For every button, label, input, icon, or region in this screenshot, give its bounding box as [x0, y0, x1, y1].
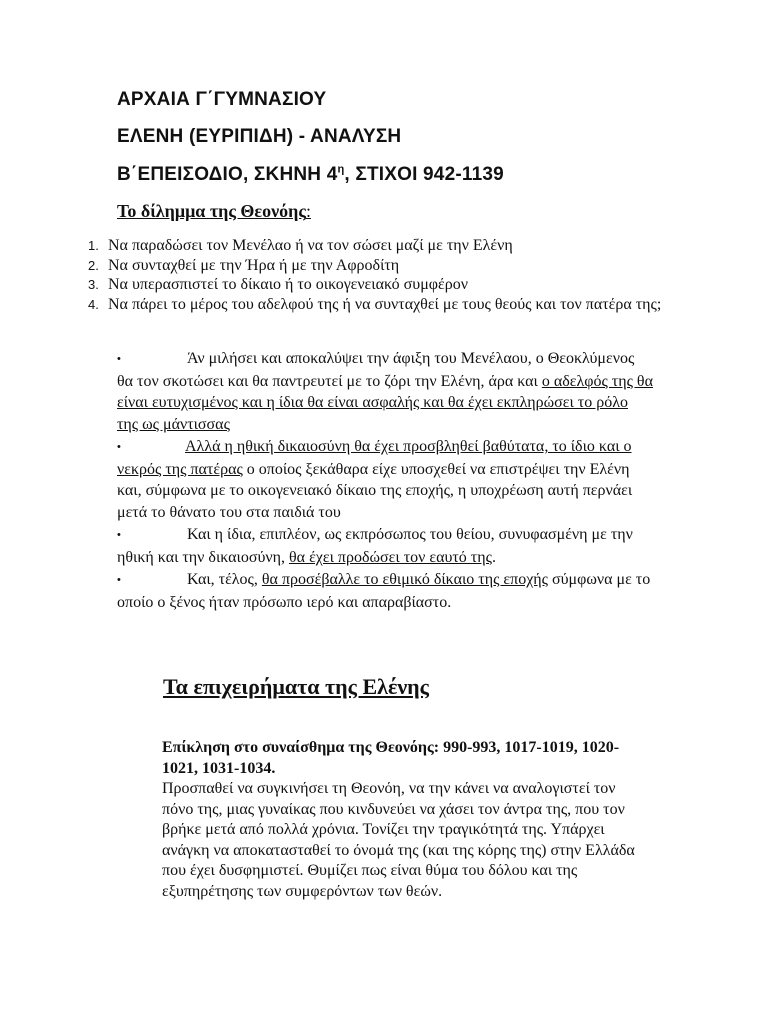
header-episode-main: Β΄ΕΠΕΙΣΟΔΙΟ, ΣΚΗΝΗ 4: [117, 164, 338, 185]
bullet-icon: •: [117, 353, 121, 365]
list-item-text: Να συνταχθεί με την Ήρα ή με την Αφροδίτη: [108, 256, 400, 274]
bullet-underlined-text: Αλλά η ηθική δικαιοσύνη θα έχει προσβληθεί βαθύτατα, το ίδιο και ο νεκρός της πατέρας: [117, 438, 632, 478]
list-item-number: 1.: [88, 238, 99, 253]
bullet-text: Άν μιλήσει και αποκαλύψει την άφιξη του Μενέλαου, ο Θεοκλύμενος θα τον σκοτώσει και θα παντρευτεί με το ζόρι την Ελένη, άρα και: [117, 350, 635, 390]
list-item-text: Να πάρει το μέρος του αδελφού της ή να συνταχθεί με τους θεούς και τον πατέρα της;: [108, 295, 662, 313]
list-item: [88, 275, 678, 295]
list-item-number: 2.: [88, 257, 99, 273]
list-item-number: 3.: [88, 277, 99, 292]
header-work-title: ΕΛΕΝΗ (ΕΥΡΙΠΙΔΗ) - ΑΝΑΛΥΣΗ: [117, 126, 402, 147]
dilemma-heading-text: Το δίλημμα της Θεονόης: [117, 201, 306, 221]
list-item-text: Να παραδώσει τον Μενέλαο ή να τον σώσει μαζί με την Ελένη: [108, 237, 513, 254]
bullet-item: [117, 569, 653, 613]
bullet-text-end: σύμφωνα με το οποίο ο ξένος ήταν πρόσωπο ιερό και απαραβίαστο.: [117, 571, 651, 611]
arguments-paragraph: [162, 738, 647, 902]
list-item: [88, 295, 678, 315]
bullet-text: Και η ίδια, επιπλέον, ως εκπρόσωπος του θείου, συνυφασμένη με την ηθική και την δικαιοσύνη,: [117, 526, 633, 566]
list-item: [88, 236, 678, 256]
header-episode: [117, 164, 504, 186]
bullet-icon: •: [117, 574, 121, 586]
header-episode-verses: , ΣΤΙΧΟΙ 942-1139: [344, 164, 504, 185]
list-item-text: Να υπερασπιστεί το δίκαιο ή το οικογενειακό συμφέρον: [108, 276, 468, 293]
dilemma-heading-colon: :: [305, 201, 311, 221]
bullet-underlined-text: θα προσέβαλλε το εθιμικό δίκαιο της εποχής: [261, 571, 548, 588]
bullet-item: [117, 436, 653, 523]
dilemma-heading: [117, 201, 311, 222]
bullet-icon: •: [117, 529, 121, 541]
bullet-underlined-text: θα έχει προδώσει τον εαυτό της: [289, 548, 492, 566]
consequences-list: [117, 348, 653, 614]
bullet-icon: •: [117, 441, 121, 453]
bullet-text: Και, τέλος,: [187, 571, 262, 588]
header-subject: ΑΡΧΑΙΑ Γ΄ΓΥΜΝΑΣΙΟΥ: [117, 89, 327, 110]
bullet-underlined-text: ο αδελφός της θα είναι ευτυχισμένος και η ίδια θα είναι ασφαλής και θα έχει εκπληρώσει το ρόλο της ως μάντισσας: [117, 372, 653, 433]
bullet-text: ο οποίος ξεκάθαρα είχε υποσχεθεί να επιστρέψει την Ελένη και, σύμφωνα με το οικογενειακό δίκαιο της εποχής, η υποχρέωση αυτή περνάει μετά το θάνατο του στα παιδιά του: [117, 460, 633, 521]
dilemma-list: [88, 236, 678, 314]
paragraph-title: Επίκληση στο συναίσθημα της Θεονόης: 990-993, 1017-1019, 1020-1021, 1031-1034.: [162, 739, 620, 777]
paragraph-body: Προσπαθεί να συγκινήσει τη Θεονόη, να την κάνει να αναλογιστεί τον πόνο της, μιας γυναίκας που κινδυνεύει να χάσει τον άντρα της, που τον βρήκε μετά από πολλά χρόνια. Τονίζει την τραγικότητά της. Υπάρχει ανάγκη να αποκατασταθεί το όνομά της (και της κόρης της) στην Ελλάδα που έχει δυσφημιστεί. Θυμίζει πως είναι θύμα του δόλου και της εξυπηρέτησης των συμφερόντων των θεών.: [162, 780, 635, 900]
list-item: [88, 256, 678, 276]
section-heading-arguments: Τα επιχειρήματα της Ελένης: [163, 674, 429, 699]
bullet-item: [117, 348, 653, 435]
bullet-item: [117, 524, 653, 568]
list-item-number: 4.: [88, 296, 99, 312]
header-episode-sup: η: [337, 163, 345, 176]
bullet-text-end: .: [491, 548, 496, 566]
